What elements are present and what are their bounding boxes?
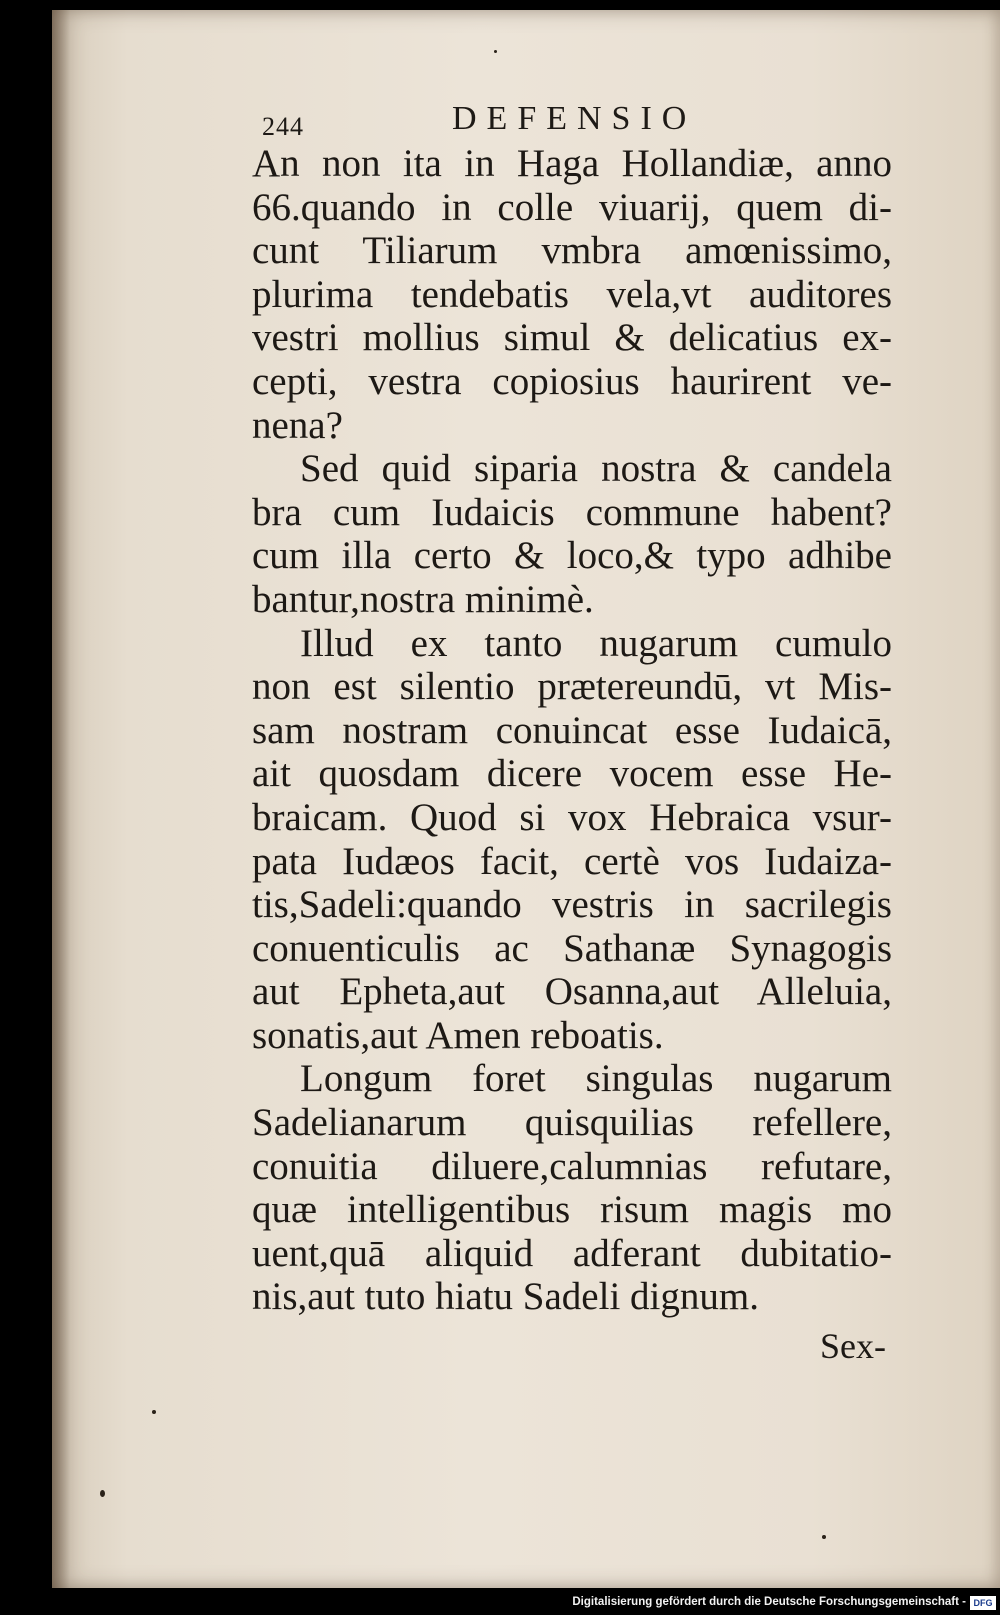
- text-line: nis,aut tuto hiatu Sadeli dignum.: [252, 1275, 759, 1319]
- text-line: sonatis,aut Amen reboatis.: [252, 1013, 664, 1057]
- paragraph-first-line: Longum foret singulas nugarum: [300, 1057, 892, 1101]
- text-line: vestri mollius simul & delicatius ex-: [252, 316, 892, 360]
- body-text: [252, 142, 892, 1319]
- text-line: aut Epheta,aut Osanna,aut Alleluia,: [252, 970, 892, 1014]
- text-line: ait quosdam dicere vocem esse He-: [252, 752, 892, 796]
- text-line: quæ intelligentibus risum magis mo: [252, 1188, 892, 1232]
- paper-speck: [152, 1410, 156, 1414]
- paper-speck: [822, 1535, 826, 1539]
- paragraph-first-line: Sed quid siparia nostra & candela: [300, 447, 892, 491]
- text-line: tis,Sadeli:quando vestris in sacrilegis: [252, 883, 892, 927]
- running-title: DEFENSIO: [452, 100, 697, 137]
- text-line: pata Iudæos facit, certè vos Iudaiza-: [252, 839, 892, 883]
- text-line: plurima tendebatis vela,vt auditores: [252, 272, 892, 316]
- digitization-footer: [0, 1592, 1000, 1615]
- catchword: Sex-: [820, 1326, 886, 1366]
- paper-speck: [100, 1490, 105, 1497]
- text-line: braicam. Quod si vox Hebraica vsur-: [252, 795, 892, 839]
- text-line: Sadelianarum quisquilias refellere,: [252, 1101, 892, 1145]
- text-line: sam nostram conuincat esse Iudaicā,: [252, 708, 892, 752]
- text-line: nena?: [252, 403, 343, 447]
- text-line: conuitia diluere,calumnias refutare,: [252, 1144, 892, 1188]
- text-line: uent,quā aliquid adferant dubitatio-: [252, 1231, 892, 1275]
- page-gutter-shadow: [52, 10, 70, 1588]
- text-line: cepti, vestra copiosius haurirent ve-: [252, 359, 892, 403]
- text-line: cum illa certo & loco,& typo adhibe: [252, 534, 892, 578]
- text-line: conuenticulis ac Sathanæ Synagogis: [252, 926, 892, 970]
- paper-speck: [494, 50, 497, 53]
- paragraph-first-line: Illud ex tanto nugarum cumulo: [300, 621, 892, 665]
- footer-credit: Digitalisierung gefördert durch die Deutsche Forschungsgemeinschaft -: [572, 1596, 966, 1608]
- text-line: 66.quando in colle viuarij, quem di-: [252, 185, 892, 229]
- page-number: 244: [262, 112, 304, 141]
- text-line: non est silentio prætereundū, vt Mis-: [252, 665, 892, 709]
- text-line: cunt Tiliarum vmbra amœnissimo,: [252, 229, 892, 273]
- page-header: [262, 100, 822, 144]
- text-line: bantur,nostra minimè.: [252, 577, 594, 621]
- dfg-logo: DFG: [970, 1596, 996, 1610]
- text-line: bra cum Iudaicis commune habent?: [252, 490, 892, 534]
- text-line: An non ita in Haga Hollandiæ, anno: [252, 142, 892, 185]
